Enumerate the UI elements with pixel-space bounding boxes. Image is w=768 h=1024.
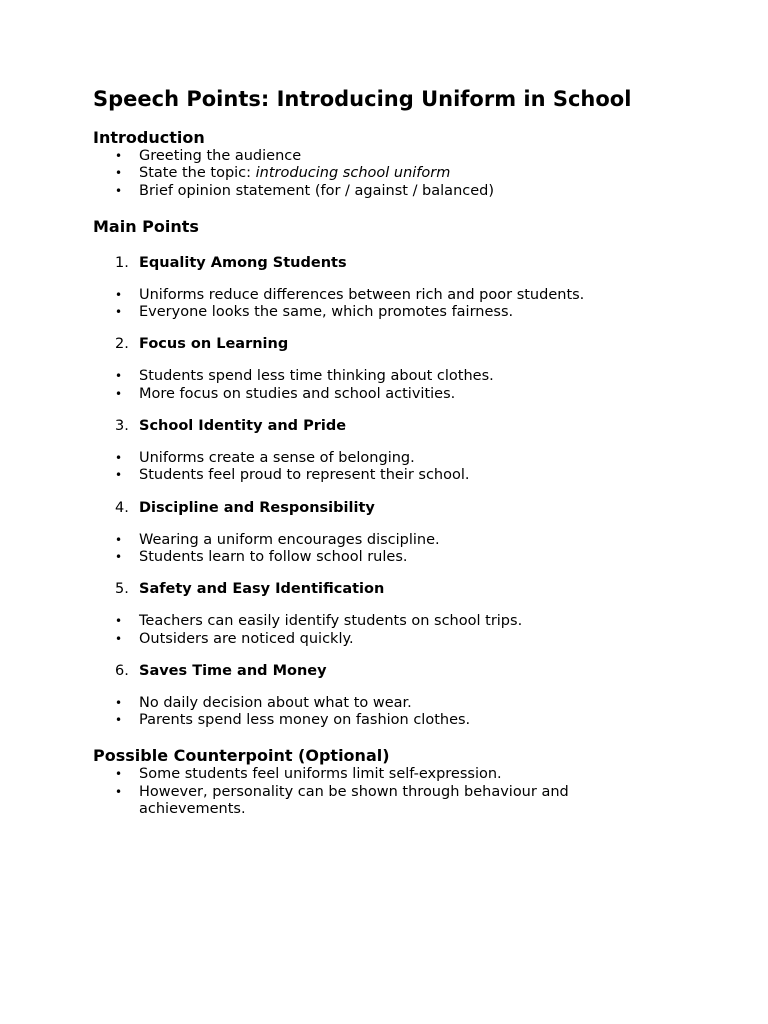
bullet-icon: • <box>115 532 123 547</box>
bullet-icon: • <box>115 767 123 782</box>
list-item-text: Some students feel uniforms limit self-expression. <box>139 766 502 783</box>
point-number: 1. <box>115 254 129 271</box>
list-item <box>93 631 653 648</box>
bullet-icon: • <box>115 468 123 483</box>
list-item <box>93 165 653 182</box>
main-point-3 <box>93 417 653 485</box>
list-item-text: Uniforms reduce differences between rich and poor students. <box>139 286 585 303</box>
list-item <box>93 695 653 712</box>
introduction-heading: Introduction <box>93 128 205 147</box>
list-item <box>93 712 653 729</box>
list-item-text: Teachers can easily identify students on school trips. <box>139 613 523 630</box>
topic-italic-text: introducing school uniform <box>255 165 451 182</box>
list-item <box>93 784 653 819</box>
main-point-4 <box>93 499 653 567</box>
list-item <box>93 613 653 630</box>
list-item-text: Outsiders are noticed quickly. <box>139 630 354 647</box>
point-title: Focus on Learning <box>139 336 289 353</box>
point-bullet-list <box>93 613 653 648</box>
main-point-heading <box>93 499 653 517</box>
point-number: 3. <box>115 418 129 435</box>
main-points-list <box>93 254 653 730</box>
list-item-text: More focus on studies and school activities. <box>139 385 456 402</box>
point-bullet-list <box>93 368 653 403</box>
list-item <box>93 386 653 403</box>
list-item-text: Wearing a uniform encourages discipline. <box>139 531 440 548</box>
list-item <box>93 450 653 467</box>
main-points-heading: Main Points <box>93 216 199 236</box>
main-point-heading <box>93 254 653 272</box>
bullet-icon: • <box>115 287 123 302</box>
bullet-icon: • <box>115 713 123 728</box>
point-title: Safety and Easy Identification <box>139 581 385 598</box>
list-item <box>93 148 653 165</box>
list-item <box>93 287 653 304</box>
bullet-icon: • <box>115 369 123 384</box>
point-bullet-list <box>93 532 653 567</box>
list-item <box>93 532 653 549</box>
list-item-text: Brief opinion statement (for / against / balanced) <box>139 182 495 199</box>
introduction-list <box>93 148 653 200</box>
main-point-6 <box>93 662 653 730</box>
main-point-2 <box>93 335 653 403</box>
list-item-text: State the topic: <box>139 165 256 182</box>
main-point-heading <box>93 335 653 353</box>
list-item <box>93 766 653 783</box>
bullet-icon: • <box>115 166 123 181</box>
point-bullet-list <box>93 695 653 730</box>
point-number: 2. <box>115 336 129 353</box>
point-title: Discipline and Responsibility <box>139 499 375 516</box>
list-item-text: Students spend less time thinking about clothes. <box>139 368 494 385</box>
main-point-heading <box>93 417 653 435</box>
list-item <box>93 368 653 385</box>
counterpoint-heading: Possible Counterpoint (Optional) <box>93 746 390 766</box>
list-item-text: Parents spend less money on fashion clothes. <box>139 712 471 729</box>
list-item <box>93 183 653 200</box>
bullet-icon: • <box>115 695 123 710</box>
list-item-text: However, personality can be shown through behaviour and achievements. <box>139 783 569 818</box>
document-page <box>93 86 653 818</box>
main-point-heading <box>93 662 653 680</box>
list-item <box>93 467 653 484</box>
list-item <box>93 549 653 566</box>
bullet-icon: • <box>115 149 123 163</box>
point-number: 4. <box>115 499 129 516</box>
list-item-text: Students feel proud to represent their school. <box>139 467 470 484</box>
bullet-icon: • <box>115 631 123 646</box>
list-item-text: No daily decision about what to wear. <box>139 694 412 711</box>
bullet-icon: • <box>115 614 123 629</box>
point-number: 6. <box>115 662 129 679</box>
bullet-icon: • <box>115 451 123 466</box>
bullet-icon: • <box>115 183 123 198</box>
point-title: Equality Among Students <box>139 254 347 271</box>
list-item-text: Greeting the audience <box>139 148 302 164</box>
list-item <box>93 304 653 321</box>
main-point-5 <box>93 580 653 648</box>
list-item-text: Uniforms create a sense of belonging. <box>139 450 415 467</box>
bullet-icon: • <box>115 784 123 799</box>
main-point-1 <box>93 254 653 322</box>
bullet-icon: • <box>115 386 123 401</box>
counterpoint-list <box>93 766 653 818</box>
bullet-icon: • <box>115 305 123 320</box>
main-point-heading <box>93 580 653 598</box>
point-number: 5. <box>115 581 129 598</box>
point-title: Saves Time and Money <box>139 662 327 679</box>
point-bullet-list <box>93 450 653 485</box>
point-bullet-list <box>93 287 653 322</box>
list-item-text: Everyone looks the same, which promotes fairness. <box>139 304 514 321</box>
list-item-text: Students learn to follow school rules. <box>139 548 408 565</box>
document-title: Speech Points: Introducing Uniform in School <box>93 87 632 111</box>
bullet-icon: • <box>115 549 123 564</box>
point-title: School Identity and Pride <box>139 418 347 435</box>
